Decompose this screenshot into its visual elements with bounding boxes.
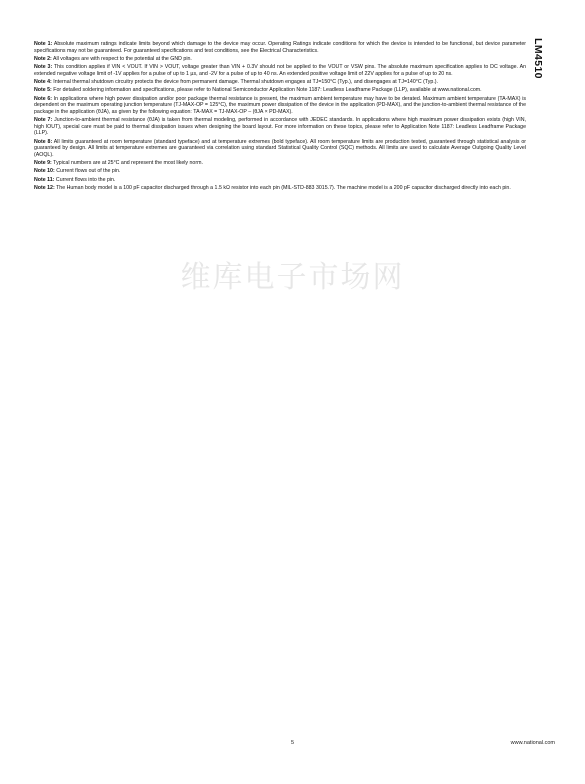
page-number: 5 — [290, 740, 295, 746]
note-text: Current flows into the pin. — [55, 176, 116, 183]
note-4 — [34, 79, 526, 86]
note-label: Note 1: — [34, 41, 53, 47]
note-1 — [34, 41, 526, 54]
note-6 — [34, 96, 526, 116]
note-label: Note 12: — [34, 185, 55, 192]
note-8 — [34, 139, 526, 159]
note-10 — [34, 168, 526, 175]
note-11 — [34, 177, 526, 184]
note-text: Typical numbers are at 25°C and represent the most likely norm. — [53, 160, 203, 167]
notes-section — [34, 41, 526, 194]
note-label: Note 5: — [34, 87, 52, 94]
note-label: Note 10: — [34, 168, 55, 175]
note-12 — [34, 185, 526, 192]
note-label: Note 8: — [34, 138, 53, 145]
note-text: All limits guaranteed at room temperature (standard typeface) and at temperature extremes (bold typeface). All room temperature limits are production tested, guaranteed through statistical analysis or guaranteed by design. All limits at temperature extremes are guaranteed via correlation using standard Statistical Quality Control (SQC) methods. All limits are used to calculate Average Outgoing Quality Level (AOQL). — [34, 138, 527, 158]
note-text: Absolute maximum ratings indicate limits beyond which damage to the device may occur. Operating Ratings indicate conditions for which the device is intended to be functional, but device parameter specifications may not be guaranteed. For guaranteed specifications and test conditions, see the Electrical Characteristics. — [34, 41, 526, 54]
note-3 — [34, 64, 526, 77]
note-label: Note 9: — [34, 160, 52, 167]
note-9 — [34, 160, 526, 167]
note-text: Junction-to-ambient thermal resistance (θJA) is taken from thermal modeling, performed in accordance with JEDEC standards. In applications where high maximum power dissipation exists (high VIN, high IOUT), special care must be paid to thermal dissipation issues when designing the board layout. For more information on these topics, please refer to Application Note 1187: Leadless Leadframe Package (LLP). — [34, 117, 527, 137]
note-label: Note 3: — [34, 64, 53, 71]
note-label: Note 7: — [34, 117, 53, 124]
note-text: In applications where high power dissipation and/or poor package thermal resistance is present, the maximum ambient temperature may have to be derated. Maximum ambient temperature (TA-MAX) is dependent on the maximum operating junction temperature (TJ-MAX-OP = 125°C), the maximum power dissipation of the device in the application (PD-MAX), and the junction-to-ambient thermal resistance of the package in the application (θJA), as given by the following equation: TA-MAX = TJ-MAX-OP – (θJA × PD-MAX). — [34, 95, 526, 115]
footer-url-link[interactable]: www.national.com — [510, 740, 555, 746]
note-label: Note 6: — [34, 95, 52, 102]
note-text: For detailed soldering information and specifications, please refer to National Semiconductor Application Note 1187: Leadless Leadframe Package (LLP), available at www.national.com. — [53, 87, 482, 94]
note-text: Current flows out of the pin. — [56, 168, 121, 175]
note-label: Note 4: — [34, 79, 52, 86]
note-label: Note 2: — [34, 55, 52, 62]
watermark-text: 维库电子市场网 — [180, 260, 405, 295]
note-5 — [34, 87, 526, 94]
note-text: The Human body model is a 100 pF capacitor discharged through a 1.5 kΩ resistor into each pin (MIL-STD-883 3015.7). The machine model is a 200 pF capacitor discharged directly into each pin. — [56, 185, 511, 192]
note-text: All voltages are with respect to the potential at the GND pin. — [52, 55, 192, 62]
document-part-number: LM4510 — [532, 38, 544, 79]
note-text: This condition applies if VIN < VOUT. If VIN > VOUT, voltage greater than VIN + 0.3V should not be applied to the VOUT or VSW pins. The absolute maximum specification applies to DC voltage. An extended negative voltage limit of -1V applies for a pulse of up to 1 µs, and -2V for a pulse of up to 40 ns. An extended positive voltage limit of 22V applies for a pulse of up to 20 ns. — [34, 64, 526, 77]
note-7 — [34, 117, 526, 137]
note-text: Internal thermal shutdown circuitry protects the device from permanent damage. Thermal shutdown engages at TJ=150°C (Typ.), and disengages at TJ=140°C (Typ.). — [53, 79, 438, 86]
note-2 — [34, 56, 526, 63]
note-label: Note 11: — [34, 176, 55, 183]
